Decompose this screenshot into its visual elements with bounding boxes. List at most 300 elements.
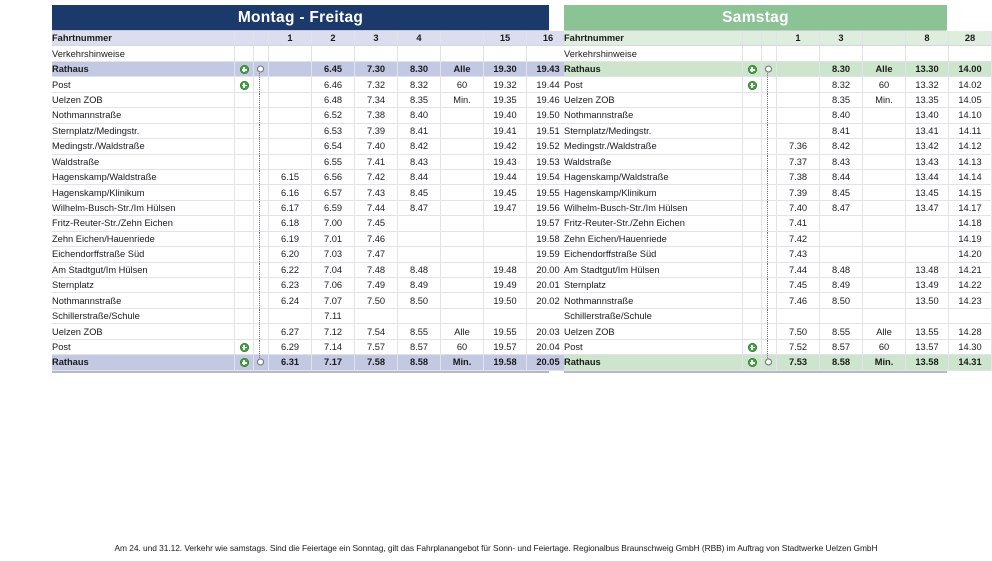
departure-time-cell: 19.50 (527, 108, 570, 123)
stop-row (564, 139, 992, 154)
route-dotted-line (259, 293, 261, 307)
route-marker-cell (762, 61, 777, 76)
departure-time-cell: 14.11 (949, 123, 992, 138)
stop-row (52, 154, 570, 169)
departure-time-cell: 6.27 (269, 324, 312, 339)
departure-time-cell (777, 308, 820, 323)
route-dotted-line (767, 340, 769, 354)
stop-name: Post (52, 77, 235, 92)
departure-time-cell: 6.20 (269, 247, 312, 262)
stop-name: Nothmannstraße (52, 108, 235, 123)
route-dotted-line (767, 232, 769, 246)
route-marker-cell (254, 262, 269, 277)
departure-time-cell: 19.53 (527, 154, 570, 169)
stop-row (564, 154, 992, 169)
trip-number-header-5: 28 (949, 31, 992, 46)
departure-time-cell (949, 308, 992, 323)
departure-time-cell (863, 108, 906, 123)
departure-time-cell: 8.43 (398, 154, 441, 169)
departure-time-cell: Alle (863, 324, 906, 339)
departure-time-cell: 7.34 (355, 92, 398, 107)
departure-time-cell (398, 216, 441, 231)
table-bottom-divider (52, 371, 549, 373)
stop-row (564, 324, 992, 339)
timetable-saturday-body (564, 31, 992, 370)
accessibility-icon-cell (743, 169, 762, 184)
header-row-fahrtnummer (52, 31, 570, 46)
departure-time-cell (441, 262, 484, 277)
route-dotted-line (259, 124, 261, 138)
trip-number-header-5 (441, 31, 484, 46)
departure-time-cell: 8.44 (820, 169, 863, 184)
departure-time-cell (906, 216, 949, 231)
departure-time-cell: 8.35 (820, 92, 863, 107)
departure-time-cell: 19.41 (484, 123, 527, 138)
route-dotted-line (259, 185, 261, 199)
verkehrshinweis-cell-5 (441, 46, 484, 61)
departure-time-cell: 6.48 (312, 92, 355, 107)
departure-time-cell: Alle (863, 61, 906, 76)
departure-time-cell: 14.23 (949, 293, 992, 308)
route-marker-cell (254, 231, 269, 246)
departure-time-cell: 6.15 (269, 169, 312, 184)
departure-time-cell: 60 (863, 77, 906, 92)
departure-time-cell: 6.24 (269, 293, 312, 308)
verkehrshinweis-cell-5 (949, 46, 992, 61)
departure-time-cell (863, 139, 906, 154)
accessibility-icon-cell (235, 355, 254, 370)
departure-time-cell: 8.30 (398, 61, 441, 76)
timetable-saturday-title: Samstag (564, 5, 947, 30)
route-column-spacer (254, 46, 269, 61)
stop-row (564, 355, 992, 370)
accessibility-icon-cell (743, 355, 762, 370)
footer-note: Am 24. und 31.12. Verkehr wie samstags. Sind die Feiertage ein Sonntag, gilt das Fahrplanangebot für Sonn- und Feiertage. Regionalbus Braunschweig GmbH (RBB) im Auftrag von Stadtwerke Uelzen GmbH (114, 543, 878, 553)
departure-time-cell: 7.57 (355, 339, 398, 354)
departure-time-cell: 20.01 (527, 278, 570, 293)
stop-name: Zehn Eichen/Hauenriede (52, 231, 235, 246)
accessibility-icon-cell (235, 278, 254, 293)
departure-time-cell: 60 (863, 339, 906, 354)
departure-time-cell: 19.44 (527, 77, 570, 92)
stop-name: Wilhelm-Busch-Str./Im Hülsen (564, 200, 743, 215)
stop-name: Hagenskamp/Klinikum (564, 185, 743, 200)
departure-time-cell: 19.58 (484, 355, 527, 370)
route-dotted-line (259, 340, 261, 354)
departure-time-cell: 14.19 (949, 231, 992, 246)
departure-time-cell (863, 154, 906, 169)
route-dotted-line (259, 108, 261, 122)
verkehrshinweis-cell-4 (398, 46, 441, 61)
route-dotted-line (259, 247, 261, 261)
departure-time-cell (269, 92, 312, 107)
departure-time-cell: 8.30 (820, 61, 863, 76)
route-marker-cell (254, 169, 269, 184)
departure-time-cell: 8.44 (398, 169, 441, 184)
plus-icon (748, 358, 757, 367)
route-dotted-line (259, 309, 261, 323)
departure-time-cell: 7.40 (355, 139, 398, 154)
departure-time-cell: 19.42 (484, 139, 527, 154)
stop-row (564, 262, 992, 277)
route-dotted-line (767, 216, 769, 230)
departure-time-cell: 7.42 (355, 169, 398, 184)
departure-time-cell: 7.50 (355, 293, 398, 308)
departure-time-cell: 7.42 (777, 231, 820, 246)
stop-row (52, 308, 570, 323)
stop-row (564, 339, 992, 354)
departure-time-cell: 8.48 (398, 262, 441, 277)
departure-time-cell: 8.45 (398, 185, 441, 200)
route-marker-cell (254, 339, 269, 354)
route-marker-cell (254, 278, 269, 293)
departure-time-cell: 19.44 (484, 169, 527, 184)
route-dotted-line (259, 139, 261, 153)
departure-time-cell: 7.40 (777, 200, 820, 215)
verkehrshinweis-cell-6 (484, 46, 527, 61)
accessibility-icon-cell (235, 262, 254, 277)
departure-time-cell: 6.53 (312, 123, 355, 138)
departure-time-cell (355, 308, 398, 323)
route-marker-cell (762, 216, 777, 231)
departure-time-cell: 8.50 (398, 293, 441, 308)
departure-time-cell (906, 308, 949, 323)
route-dotted-line (767, 247, 769, 261)
stop-name: Am Stadtgut/Im Hülsen (564, 262, 743, 277)
route-marker-cell (254, 324, 269, 339)
stop-name: Rathaus (564, 355, 743, 370)
trip-number-header-3: 3 (355, 31, 398, 46)
departure-time-cell: 8.41 (398, 123, 441, 138)
route-terminus-circle-icon (257, 359, 264, 366)
route-dotted-line (767, 324, 769, 338)
accessibility-icon-cell (235, 324, 254, 339)
stop-row (52, 262, 570, 277)
departure-time-cell: 14.00 (949, 61, 992, 76)
icon-column-spacer (235, 31, 254, 46)
departure-time-cell: 13.32 (906, 77, 949, 92)
departure-time-cell: 20.03 (527, 324, 570, 339)
route-dotted-line (767, 139, 769, 153)
accessibility-icon-cell (743, 324, 762, 339)
departure-time-cell: 7.50 (777, 324, 820, 339)
stop-name: Nothmannstraße (564, 108, 743, 123)
departure-time-cell: 13.50 (906, 293, 949, 308)
stop-name: Rathaus (52, 61, 235, 76)
departure-time-cell: 19.50 (484, 293, 527, 308)
route-column-spacer (254, 31, 269, 46)
verkehrshinweis-cell-1 (269, 46, 312, 61)
departure-time-cell: 6.54 (312, 139, 355, 154)
departure-time-cell: 7.45 (777, 278, 820, 293)
stop-name: Nothmannstraße (564, 293, 743, 308)
departure-time-cell: 8.47 (398, 200, 441, 215)
route-marker-cell (762, 231, 777, 246)
verkehrshinweis-cell-2 (820, 46, 863, 61)
plus-icon (240, 81, 249, 90)
route-dotted-line (767, 170, 769, 184)
stop-row (52, 92, 570, 107)
departure-time-cell: 14.12 (949, 139, 992, 154)
departure-time-cell: Min. (441, 355, 484, 370)
route-terminus-circle-icon (257, 66, 264, 73)
departure-time-cell: Alle (441, 324, 484, 339)
departure-time-cell: 7.39 (777, 185, 820, 200)
departure-time-cell: 6.57 (312, 185, 355, 200)
departure-time-cell (484, 216, 527, 231)
departure-time-cell (398, 308, 441, 323)
route-marker-cell (762, 308, 777, 323)
departure-time-cell: 19.56 (527, 200, 570, 215)
departure-time-cell: 8.55 (398, 324, 441, 339)
departure-time-cell (906, 247, 949, 262)
departure-time-cell: 8.49 (820, 278, 863, 293)
route-dotted-line (767, 263, 769, 277)
departure-time-cell: 7.41 (777, 216, 820, 231)
stop-name: Fritz-Reuter-Str./Zehn Eichen (564, 216, 743, 231)
departure-time-cell: 6.22 (269, 262, 312, 277)
route-marker-cell (762, 262, 777, 277)
departure-time-cell: 6.56 (312, 169, 355, 184)
route-terminus-circle-icon (765, 359, 772, 366)
departure-time-cell (398, 247, 441, 262)
departure-time-cell: 7.38 (355, 108, 398, 123)
departure-time-cell: 7.47 (355, 247, 398, 262)
departure-time-cell: 8.48 (820, 262, 863, 277)
stop-row (52, 108, 570, 123)
departure-time-cell (863, 247, 906, 262)
stop-name: Rathaus (52, 355, 235, 370)
departure-time-cell: 7.39 (355, 123, 398, 138)
departure-time-cell (441, 139, 484, 154)
departure-time-cell: 8.57 (820, 339, 863, 354)
route-marker-cell (762, 139, 777, 154)
route-dotted-line (259, 324, 261, 338)
departure-time-cell: 7.44 (355, 200, 398, 215)
route-dotted-line (259, 93, 261, 107)
accessibility-icon-cell (743, 308, 762, 323)
departure-time-cell: 7.43 (777, 247, 820, 262)
stop-row (52, 355, 570, 370)
accessibility-icon-cell (235, 123, 254, 138)
departure-time-cell: 13.42 (906, 139, 949, 154)
departure-time-cell (269, 139, 312, 154)
departure-time-cell (484, 247, 527, 262)
stop-name: Uelzen ZOB (564, 324, 743, 339)
departure-time-cell: 6.31 (269, 355, 312, 370)
accessibility-icon-cell (235, 108, 254, 123)
departure-time-cell: 8.50 (820, 293, 863, 308)
departure-time-cell (863, 185, 906, 200)
route-marker-cell (762, 324, 777, 339)
route-marker-cell (762, 123, 777, 138)
stop-name: Sternplatz/Medingstr. (564, 123, 743, 138)
timetable-weekday-body (52, 31, 570, 370)
accessibility-icon-cell (743, 293, 762, 308)
route-marker-cell (762, 278, 777, 293)
icon-column-spacer (743, 46, 762, 61)
route-marker-cell (254, 355, 269, 370)
stop-name: Fritz-Reuter-Str./Zehn Eichen (52, 216, 235, 231)
route-marker-cell (762, 200, 777, 215)
departure-time-cell: 19.57 (484, 339, 527, 354)
departure-time-cell (398, 231, 441, 246)
stop-name: Am Stadtgut/Im Hülsen (52, 262, 235, 277)
departure-time-cell: 8.42 (398, 139, 441, 154)
departure-time-cell: 19.49 (484, 278, 527, 293)
departure-time-cell: 7.46 (777, 293, 820, 308)
departure-time-cell: 19.55 (484, 324, 527, 339)
column-header-verkehrshinweise: Verkehrshinweise (564, 46, 743, 61)
departure-time-cell: 7.00 (312, 216, 355, 231)
departure-time-cell (441, 200, 484, 215)
departure-time-cell: 14.21 (949, 262, 992, 277)
stop-name: Sternplatz (564, 278, 743, 293)
departure-time-cell: 8.40 (398, 108, 441, 123)
timetable-saturday-table (564, 31, 992, 371)
icon-column-spacer (235, 46, 254, 61)
departure-time-cell: 7.37 (777, 154, 820, 169)
plus-icon (240, 65, 249, 74)
stop-name: Rathaus (564, 61, 743, 76)
departure-time-cell (863, 231, 906, 246)
departure-time-cell: 6.45 (312, 61, 355, 76)
route-marker-cell (254, 108, 269, 123)
departure-time-cell: 7.06 (312, 278, 355, 293)
departure-time-cell (863, 200, 906, 215)
stop-row (564, 108, 992, 123)
stop-name: Uelzen ZOB (52, 92, 235, 107)
departure-time-cell: 8.47 (820, 200, 863, 215)
departure-time-cell: 19.45 (484, 185, 527, 200)
route-dotted-line (767, 77, 769, 91)
departure-time-cell: 6.46 (312, 77, 355, 92)
departure-time-cell (820, 247, 863, 262)
stop-row (564, 92, 992, 107)
accessibility-icon-cell (743, 200, 762, 215)
departure-time-cell: 8.32 (398, 77, 441, 92)
departure-time-cell (441, 123, 484, 138)
stop-name: Schillerstraße/Schule (564, 308, 743, 323)
departure-time-cell: 19.58 (527, 231, 570, 246)
route-marker-cell (762, 154, 777, 169)
plus-icon (240, 358, 249, 367)
accessibility-icon-cell (235, 185, 254, 200)
departure-time-cell (441, 108, 484, 123)
departure-time-cell: 13.30 (906, 61, 949, 76)
departure-time-cell (269, 308, 312, 323)
departure-time-cell: 14.10 (949, 108, 992, 123)
stop-row (52, 77, 570, 92)
timetable-weekday-table (52, 31, 570, 371)
departure-time-cell: 13.40 (906, 108, 949, 123)
stop-name: Nothmannstraße (52, 293, 235, 308)
accessibility-icon-cell (235, 339, 254, 354)
departure-time-cell: 20.05 (527, 355, 570, 370)
departure-time-cell (269, 154, 312, 169)
stop-name: Sternplatz (52, 278, 235, 293)
departure-time-cell: 19.57 (527, 216, 570, 231)
departure-time-cell (441, 169, 484, 184)
departure-time-cell: 8.58 (820, 355, 863, 370)
route-marker-cell (762, 185, 777, 200)
departure-time-cell (441, 154, 484, 169)
route-marker-cell (254, 247, 269, 262)
accessibility-icon-cell (743, 339, 762, 354)
route-marker-cell (254, 185, 269, 200)
route-dotted-line (259, 170, 261, 184)
departure-time-cell: 7.04 (312, 262, 355, 277)
accessibility-icon-cell (235, 308, 254, 323)
departure-time-cell: 19.54 (527, 169, 570, 184)
stop-row (52, 293, 570, 308)
departure-time-cell (777, 61, 820, 76)
departure-time-cell: 6.23 (269, 278, 312, 293)
route-dotted-line (767, 108, 769, 122)
trip-number-header-7: 16 (527, 31, 570, 46)
stop-name: Hagenskamp/Klinikum (52, 185, 235, 200)
route-dotted-line (767, 93, 769, 107)
departure-time-cell: 8.43 (820, 154, 863, 169)
route-dotted-line (259, 77, 261, 91)
departure-time-cell (441, 293, 484, 308)
departure-time-cell: 13.48 (906, 262, 949, 277)
departure-time-cell: 14.18 (949, 216, 992, 231)
departure-time-cell: 7.07 (312, 293, 355, 308)
route-marker-cell (254, 216, 269, 231)
verkehrshinweis-cell-4 (906, 46, 949, 61)
departure-time-cell: 7.54 (355, 324, 398, 339)
column-header-verkehrshinweise: Verkehrshinweise (52, 46, 235, 61)
departure-time-cell: 7.44 (777, 262, 820, 277)
route-marker-cell (254, 92, 269, 107)
departure-time-cell: 7.11 (312, 308, 355, 323)
departure-time-cell: 13.57 (906, 339, 949, 354)
route-marker-cell (762, 169, 777, 184)
departure-time-cell (441, 247, 484, 262)
departure-time-cell: 6.19 (269, 231, 312, 246)
departure-time-cell (269, 108, 312, 123)
departure-time-cell: 19.32 (484, 77, 527, 92)
accessibility-icon-cell (235, 247, 254, 262)
departure-time-cell: 8.42 (820, 139, 863, 154)
departure-time-cell: Min. (863, 92, 906, 107)
departure-time-cell: 7.43 (355, 185, 398, 200)
departure-time-cell (269, 77, 312, 92)
departure-time-cell: 7.52 (777, 339, 820, 354)
accessibility-icon-cell (235, 200, 254, 215)
stop-row (52, 185, 570, 200)
verkehrshinweis-cell-2 (312, 46, 355, 61)
departure-time-cell: Min. (863, 355, 906, 370)
departure-time-cell: 13.49 (906, 278, 949, 293)
departure-time-cell (863, 169, 906, 184)
departure-time-cell: 6.52 (312, 108, 355, 123)
route-dotted-line (259, 278, 261, 292)
route-marker-cell (254, 123, 269, 138)
stop-name: Waldstraße (52, 154, 235, 169)
stop-name: Post (564, 339, 743, 354)
route-marker-cell (254, 77, 269, 92)
accessibility-icon-cell (235, 231, 254, 246)
column-header-fahrtnummer: Fahrtnummer (52, 31, 235, 46)
departure-time-cell: 13.45 (906, 185, 949, 200)
departure-time-cell (863, 278, 906, 293)
stop-row (564, 200, 992, 215)
departure-time-cell: 14.28 (949, 324, 992, 339)
departure-time-cell: 60 (441, 77, 484, 92)
accessibility-icon-cell (235, 139, 254, 154)
